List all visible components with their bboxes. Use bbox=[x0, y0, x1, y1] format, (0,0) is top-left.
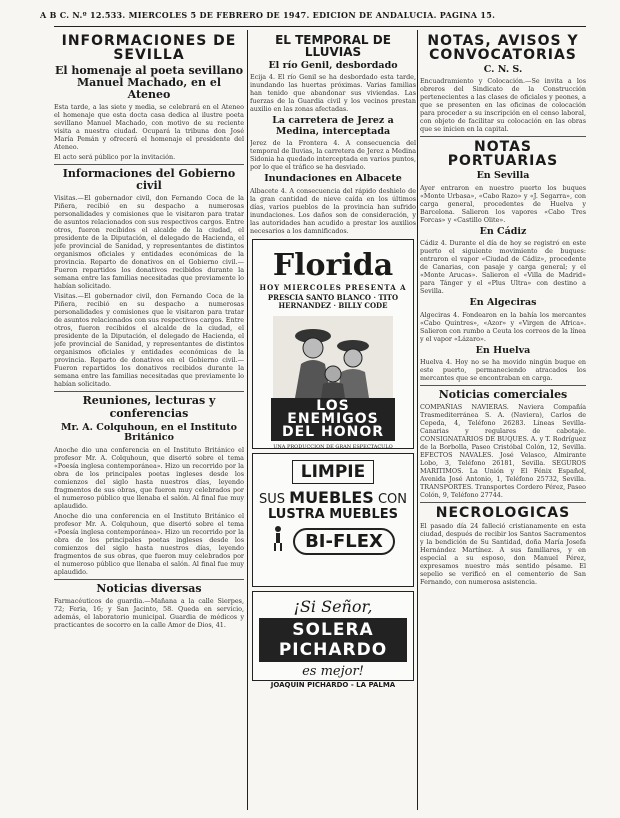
article-body-colquhoun-cont: Anoche dio una conferencia en el Instituto Británico el profesor Mr. A. Colquhoun, que disertó sobre el tema «Poesía inglesa contemporánea». Hizo un recorrido por la obra de los principales poetas ingleses desde los comienzos del siglo hasta nuestros días, leyendo fragmentos de sus obras, que fueron muy celebrados por el numeroso público que llenaba el salón. Al final fue muy aplaudido. bbox=[54, 511, 244, 576]
ad-biflex-lustra: LUSTRA MUEBLES bbox=[267, 506, 398, 522]
article-body-noticias-diversas: Farmacéuticos de guardia.—Mañana a la calle Sierpes, 72; Feria, 16; y San Jacinto, 58. Queda en servicio, además, el laboratorio municipal. Guardia de médicos y practicantes de socorro en la calle Amor de Dios, 41. bbox=[54, 596, 244, 629]
article-title-carretera: La carretera de Jerez a Medina, interceptada bbox=[272, 115, 394, 137]
article-body-necrologicas: El pasado día 24 falleció cristianamente en esta ciudad, después de recibir los Santos Sacramentos y la bendición de Su Santidad, doña María Josefa Hernández Martínez. A sus familiares, y en especial a su esposo, don Manuel Pérez, expresamos nuestro más sentido pésame. El sepelio se verificó en el cementerio de San Fernando, con numerosa asistencia. bbox=[420, 522, 586, 587]
ad-solera-line1: ¡Si Señor, bbox=[293, 596, 373, 616]
divider bbox=[420, 502, 586, 503]
divider bbox=[54, 164, 244, 165]
article-body-en-sevilla: Ayer entraron en nuestro puerto los buques «Monte Urbasa», «Cabo Razo» y «J. Segarra», con carga general, procedentes de Huelva y Barcelona. Salieron los vapores «Cabo Tres Forcas» y «Castillo Olite». bbox=[420, 183, 586, 224]
article-title-noticias-diversas: Noticias diversas bbox=[96, 581, 202, 595]
section-title-notas: NOTAS, AVISOS Y CONVOCATORIAS bbox=[427, 34, 579, 63]
article-title-en-sevilla: En Sevilla bbox=[476, 170, 530, 182]
ad-florida-cinema bbox=[252, 239, 414, 449]
article-title-cns: C. N. S. bbox=[483, 64, 523, 75]
ad-florida-brand: Florida bbox=[272, 247, 394, 283]
section-title-temporal: EL TEMPORAL DE LLUVIAS bbox=[275, 34, 391, 59]
article-title-albacete: Inundaciones en Albacete bbox=[264, 173, 402, 185]
page-header: A B C. N.º 12.533. MIERCOLES 5 DE FEBRERO DE 1947. EDICION DE ANDALUCIA. PAGINA 15. bbox=[40, 10, 496, 20]
ad-biflex bbox=[252, 453, 414, 587]
column-divider-2 bbox=[417, 30, 418, 810]
article-title-noticias-comerciales: Noticias comerciales bbox=[438, 388, 568, 402]
figure-icon bbox=[271, 525, 285, 551]
ad-solera-brand: SOLERA PICHARDO bbox=[259, 618, 407, 662]
ad-biflex-brand-row bbox=[253, 522, 413, 555]
article-body-homenaje: Esta tarde, a las siete y media, se celebrará en el Ateneo el homenaje que esta docta casa dedica al ilustre poeta sevillano Manuel Machado, con motivo de su reciente visita a nuestra ciudad. Ocupará la tribuna don José María Pemán y ofrecerá el homenaje el presidente del Ateneo. bbox=[54, 103, 244, 152]
column-temporal bbox=[250, 34, 416, 810]
article-body-genil: Ecija 4. El río Genil se ha desbordado esta tarde, inundando las huertas próximas. Varias familias han tenido que abandonar sus viviendas. Las fuerzas de la Guardia civil y los vecinos prestan auxilio en las zonas afectadas. bbox=[250, 73, 416, 114]
ad-biflex-brand: BI-FLEX bbox=[293, 528, 395, 555]
ad-florida-illustration bbox=[273, 316, 393, 398]
article-title-en-cadiz: En Cádiz bbox=[479, 225, 527, 237]
ad-biflex-sus: SUS bbox=[258, 491, 285, 507]
article-title-reuniones: Reuniones, lecturas y conferencias bbox=[82, 394, 216, 420]
ad-florida-movie-title: LOS ENEMIGOS DEL HONOR bbox=[271, 398, 395, 441]
section-title-sevilla: INFORMACIONES DE SEVILLA bbox=[61, 34, 237, 63]
article-body-gobierno: Visitas.—El gobernador civil, don Fernando Coca de la Piñera, recibió en su despacho a numerosas personalidades y comisiones que le visitaron para tratar de asuntos relacionados con sus respectivos cargos. Entre otros, fueron recibidos el alcalde de la ciudad, el presidente de la Diputación, el delegado de Hacienda, el jefe provincial de Sanidad, y representantes de distintos organismos oficiales y entidades económicas de la provincia. Reparto de donativos en el Gobierno civil.—Fueron repartidos los donativos recibidos durante la semana entre las familias necesitadas que previamente lo habían solicitado. bbox=[54, 194, 244, 291]
article-title-colquhoun: Mr. A. Colquhoun, en el Instituto Británico bbox=[61, 421, 237, 444]
article-title-gobierno: Informaciones del Gobierno civil bbox=[62, 167, 236, 193]
ad-biflex-limpie: LIMPIE bbox=[292, 460, 374, 484]
ad-florida-foot: UNA PRODUCCION DE GRAN ESPECTACULO bbox=[273, 443, 393, 450]
article-body-en-huelva: Huelva 4. Hoy no se ha movido ningún buque en este puerto, permaneciendo atracados los mercantes que se encontraban en carga. bbox=[420, 358, 586, 383]
ad-solera-maker: JOAQUIN PICHARDO - LA PALMA bbox=[270, 680, 396, 689]
column-sevilla bbox=[54, 34, 244, 810]
column-notas bbox=[420, 34, 586, 810]
ad-solera-line3: es mejor! bbox=[302, 663, 364, 679]
divider bbox=[54, 579, 244, 580]
divider bbox=[420, 385, 586, 386]
divider bbox=[420, 136, 586, 137]
ad-florida-line2: PRESCIA SANTO BLANCO · TITO HERNANDEZ · BILLY CODE bbox=[267, 292, 399, 310]
article-body-albacete: Albacete 4. A consecuencia del rápido deshielo de la gran cantidad de nieve caída en los últimos días, varios pueblos de la provincia han sufrido inundaciones. Los daños son de consideración, y las autoridades han acudido a prestar los auxilios necesarios a los damnificados. bbox=[250, 186, 416, 235]
column-divider-1 bbox=[247, 30, 248, 810]
article-body-gobierno-cont: Visitas.—El gobernador civil, don Fernando Coca de la Piñera, recibió en su despacho a numerosas personalidades y comisiones que le visitaron para tratar de asuntos relacionados con sus respectivos cargos. Entre otros, fueron recibidos el alcalde de la ciudad, el presidente de la Diputación, el delegado de Hacienda, el jefe provincial de Sanidad, y representantes de distintos organismos oficiales y entidades económicas de la provincia. Reparto de donativos en el Gobierno civil.—Fueron repartidos los donativos recibidos durante la semana entre las familias necesitadas que previamente lo habían solicitado. bbox=[54, 292, 244, 389]
article-title-genil: El río Genil, desbordado bbox=[268, 60, 398, 71]
article-title-en-huelva: En Huelva bbox=[475, 344, 531, 356]
ad-biflex-muebles: MUEBLES bbox=[289, 487, 374, 507]
divider bbox=[54, 391, 244, 392]
article-title-en-algeciras: En Algeciras bbox=[469, 297, 537, 309]
ad-biflex-con: CON bbox=[377, 491, 408, 507]
article-foot-homenaje: El acto será público por la invitación. bbox=[54, 153, 176, 162]
article-body-en-cadiz: Cádiz 4. Durante el día de hoy se registró en este puerto el siguiente movimiento de buques: entraron el vapor «Ciudad de Cádiz», procedente de Canarias, con pasaje y carga general; y el «Monte Arucas». Salieron el «Villa de Madrid» para Tánger y el «Plus Ultra» con destino a Sevilla. bbox=[420, 239, 586, 296]
article-body-carretera: Jerez de la Frontera 4. A consecuencia del temporal de lluvias, la carretera de Jerez a Medina Sidonia ha quedado interceptada en varios puntos, por lo que el tráfico se ha desviado. bbox=[250, 139, 416, 172]
ad-florida-line1: HOY MIERCOLES PRESENTA A bbox=[259, 282, 407, 292]
header-rule bbox=[54, 26, 586, 27]
ad-biflex-line2 bbox=[253, 488, 413, 507]
section-title-necrologicas: NECROLOGICAS bbox=[435, 505, 571, 522]
article-body-cns: Encuadramiento y Colocación.—Se invita a los obreros del Sindicato de la Construcción pertenecientes a las clases de oficiales y peones, a que se presenten en las oficinas de colocación para proceder a su inscripción en el censo laboral, con objeto de facilitar su colocación en las obras que se inicien en la capital. bbox=[420, 77, 586, 134]
soldiers-illustration-icon bbox=[273, 316, 393, 398]
ad-solera-pichardo bbox=[252, 591, 414, 689]
article-body-noticias-comerciales: COMPAÑIAS NAVIERAS. Naviera Compañía Trasmediterránea S. A. (Naviera), Carlos de Cepeda, 4, Teléfono 26283. Líneas Sevilla-Canarias y regulares de cabotaje. CONSIGNATARIOS DE BUQUES. A. y T. Rodríguez de la Borbolla, Paseo Cristóbal Colón, 12, Sevilla. EFECTOS NAVALES. José Velasco, Almirante Lobo, 3, Teléfono 26181, Sevilla. SEGUROS MARITIMOS. La Unión y El Fénix Español, Avenida José Antonio, 1, Teléfono 25732, Sevilla. TRANSPORTES. Transportes Cordero Pérez, Paseo Colón, 9, Teléfono 27744. bbox=[420, 403, 586, 500]
article-body-colquhoun: Anoche dio una conferencia en el Instituto Británico el profesor Mr. A. Colquhoun, que disertó sobre el tema «Poesía inglesa contemporánea». Hizo un recorrido por la obra de los principales poetas ingleses desde los comienzos del siglo hasta nuestros días, leyendo fragmentos de sus obras, que fueron muy celebrados por el numeroso público que llenaba el salón. Al final fue muy aplaudido. bbox=[54, 445, 244, 510]
article-body-en-algeciras: Algeciras 4. Fondearon en la bahía los mercantes «Cabo Quintres», «Azor» y «Virgen de Africa». Salieron con rumbo a Ceuta los correos de la línea y el vapor «Lázaro». bbox=[420, 310, 586, 343]
article-title-homenaje: El homenaje al poeta sevillano Manuel Machado, en el Ateneo bbox=[54, 64, 244, 102]
section-title-portuarias: NOTAS PORTUARIAS bbox=[447, 139, 559, 170]
